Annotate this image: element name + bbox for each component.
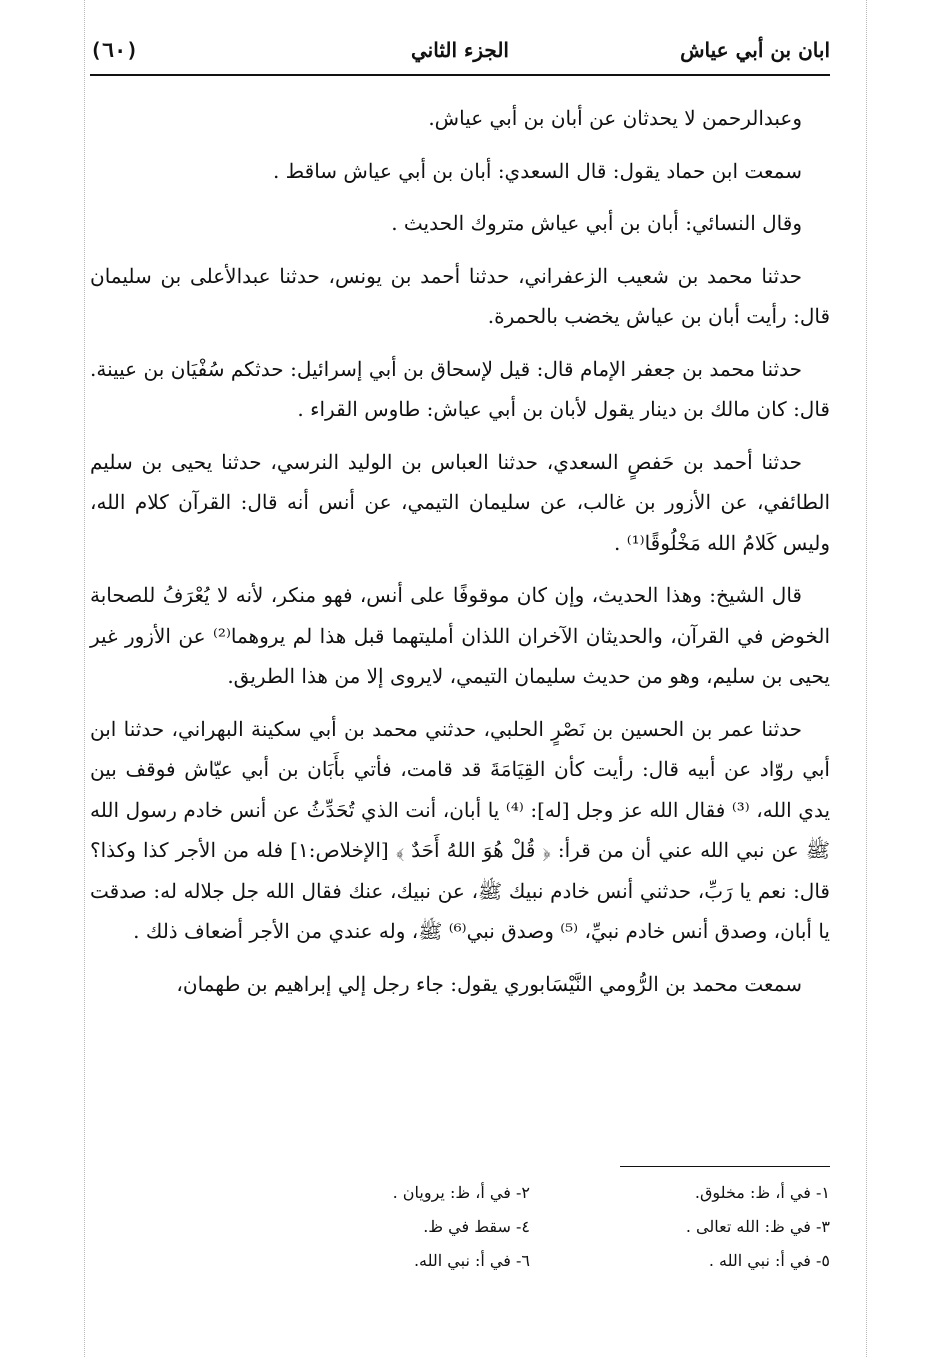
footnote-item: ٣- في ظ: الله تعالى .: [685, 1217, 830, 1236]
author-heading: ابان بن أبي عياش: [680, 38, 830, 62]
paragraph: وعبدالرحمن لا يحدثان عن أبان بن أبي عياش.: [428, 106, 802, 130]
scan-margin-line-left: [84, 0, 85, 1357]
paragraph: حدثنا محمد بن شعيب الزعفراني، حدثنا أحمد بن يونس، حدثنا عبدالأعلى بن سليمان قال: رأيت أبان بن عياش يخضب بالحمرة.: [90, 263, 830, 328]
page-number: (٦٠): [90, 38, 139, 62]
footnote-item: ٢- في أ، ظ: يرويان .: [392, 1183, 530, 1202]
paragraph: سمعت ابن حماد يقول: قال السعدي: أبان بن أبي عياش ساقط .: [272, 158, 802, 183]
page-body: [90, 76, 830, 1004]
footnote-item: ٤- سقط في ظ.: [423, 1217, 530, 1236]
volume-title: الجزء الثاني: [411, 38, 509, 62]
paragraph: حدثنا عمر بن الحسين بن نَصْرٍ الحلبي، حدثني محمد بن أبي سكينة البهراني، حدثنا ابن أبي روّاد عن أبيه قال: رأيت كأن القِيَامَةَ قد قامت، فأتي بأَبَان بن أبي عيّاش فوقف بين يدي الله، ⁽³⁾ فقال الله عز وجل [له]: ⁽⁴⁾ يا أبان، أنت الذي تُحَدِّثُ عن أنس خادم رسول الله ﷺ عن نبي الله عني أن من قرأ: ﴿ قُلْ هُوَ اللهُ أَحَدٌ ﴾ [الإخلاص:١] فله من الأجر كذا وكذا؟ قال: نعم يا رَبِّ، حدثني أنس خادم نبيك ﷺ، عن نبيك، عنك فقال الله جل جلاله له: صدقت يا أبان، وصدق أنس خادم نبيِّ، ⁽⁵⁾ وصدق نبي⁽⁶⁾ ﷺ، وله عندي من الأجر أضعاف ذلك .: [90, 716, 831, 943]
paragraph: قال الشيخ: وهذا الحديث، وإن كان موقوفًا على أنس، فهو منكر، لأنه لا يُعْرَفُ للصحابة الخوض في القرآن، والحديثان الآخران اللذان أمليتهما قبل هذا لم يروهما⁽²⁾ عن الأزور غير يحيى بن سليم، وهو من حديث سليمان التيمي، لايروى إلا من هذا الطريق.: [90, 583, 831, 688]
book-page: [90, 22, 830, 1016]
footnote-item: ٦- في أ: نبي الله.: [413, 1251, 530, 1270]
footnotes: [230, 1178, 830, 1276]
page-header: [90, 22, 830, 76]
footnote-divider: [620, 1166, 830, 1167]
paragraph: وقال النسائي: أبان بن أبي عياش متروك الحديث .: [391, 211, 802, 235]
paragraph: سمعت محمد بن الرُّومي النَّيْسَابوري يقول: جاء رجل إلي إبراهيم بن طهمان،: [176, 971, 802, 996]
scan-margin-line-right: [866, 0, 867, 1357]
paragraph: حدثنا محمد بن جعفر الإمام قال: قيل لإسحاق بن أبي إسرائيل: حدثكم سُفْيَان بن عيينة. قال: كان مالك بن دينار يقول لأبان بن أبي عياش: طاوس القراء .: [90, 356, 830, 421]
paragraph: حدثنا أحمد بن حَفصٍ السعدي، حدثنا العباس بن الوليد النرسي، حدثنا يحيى بن سليم الطائفي، عن الأزور بن غالب، عن سليمان التيمي، عن أنس أنه قال: القرآن كلام الله، وليس كَلامُ الله مَخْلُوقًا⁽¹⁾ .: [90, 449, 830, 555]
footnote-item: ٥- في أ: نبي الله .: [708, 1251, 830, 1270]
footnote-item: ١- في أ، ظ: مخلوق.: [694, 1183, 830, 1202]
